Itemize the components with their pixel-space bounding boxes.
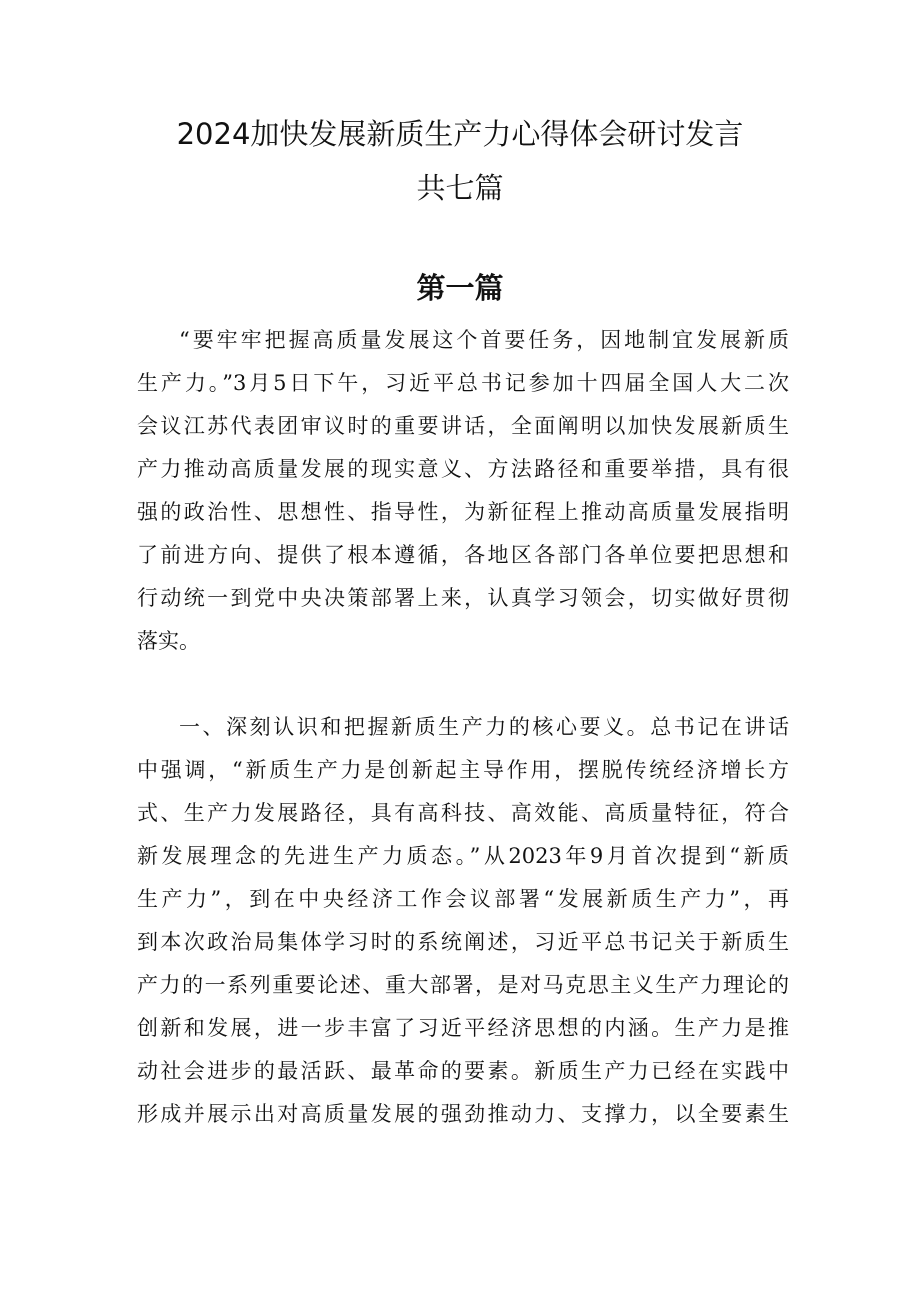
paragraph-2 — [137, 706, 789, 1136]
paragraph-line: 落实。 — [137, 629, 200, 653]
paragraph-line: 形成并展示出对高质量发展的强劲推动力、支撑力，以全要素生 — [137, 1102, 789, 1126]
paragraph-line: 会议江苏代表团审议时的重要讲话，全面阐明以加快发展新质生 — [137, 414, 789, 438]
paragraph-line: 生产力。”3月5日下午，习近平总书记参加十四届全国人大二次 — [137, 371, 789, 395]
paragraph-line: 了前进方向、提供了根本遵循，各地区各部门各单位要把思想和 — [137, 543, 789, 567]
document-title-line-2: 共七篇 — [416, 171, 504, 205]
paragraph-line: 一、深刻认识和把握新质生产力的核心要义。总书记在讲话 — [179, 715, 789, 739]
paragraph-line: 强的政治性、思想性、指导性，为新征程上推动高质量发展指明 — [137, 500, 789, 524]
paragraph-line: 式、生产力发展路径，具有高科技、高效能、高质量特征，符合 — [137, 801, 789, 825]
paragraph-line: 生产力”，到在中央经济工作会议部署“发展新质生产力”，再 — [137, 887, 789, 911]
paragraph-line: 新发展理念的先进生产力质态。”从2023年9月首次提到“新质 — [137, 844, 789, 868]
paragraph-line: 产力的一系列重要论述、重大部署，是对马克思主义生产力理论的 — [137, 973, 789, 997]
paragraph-line: 到本次政治局集体学习时的系统阐述，习近平总书记关于新质生 — [137, 930, 789, 954]
document-title-line-1: 2024加快发展新质生产力心得体会研讨发言 — [176, 117, 744, 151]
paragraph-line: 动社会进步的最活跃、最革命的要素。新质生产力已经在实践中 — [137, 1059, 789, 1083]
paragraph-line: 行动统一到党中央决策部署上来，认真学习领会，切实做好贯彻 — [137, 586, 789, 610]
paragraph-line: 创新和发展，进一步丰富了习近平经济思想的内涵。生产力是推 — [137, 1016, 789, 1040]
paragraph-1 — [137, 319, 789, 663]
section-heading: 第一篇 — [416, 271, 504, 305]
paragraph-line: 中强调，“新质生产力是创新起主导作用，摆脱传统经济增长方 — [137, 758, 789, 782]
paragraph-line: 产力推动高质量发展的现实意义、方法路径和重要举措，具有很 — [137, 457, 789, 481]
paragraph-line: “要牢牢把握高质量发展这个首要任务，因地制宜发展新质 — [179, 328, 789, 352]
